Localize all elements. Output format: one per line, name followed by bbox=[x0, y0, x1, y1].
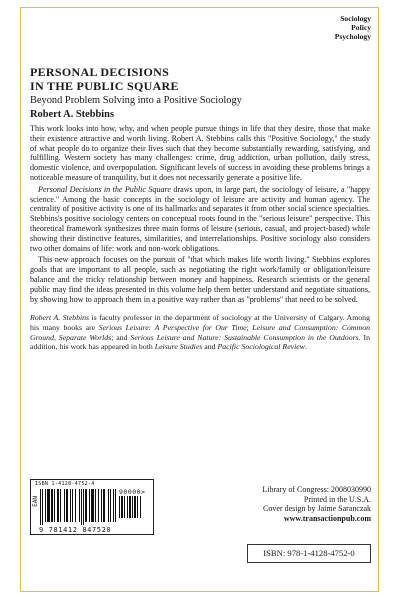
barcode-bar bbox=[85, 489, 87, 522]
cover-design-credit: Cover design by Jaime Saranczak bbox=[263, 504, 371, 514]
barcode-bar bbox=[57, 489, 59, 522]
book-author: Robert A. Stebbins bbox=[30, 109, 115, 120]
bio-text: . In addition, his work has appeared in both bbox=[30, 332, 370, 352]
subject-item: Policy bbox=[351, 23, 371, 33]
bio-text: is faculty professor in the department of sociology at the University of Calgary. Among his many books are bbox=[30, 313, 370, 332]
subject-list bbox=[335, 14, 371, 42]
blurb-text: draws upon, in large part, the sociology of leisure, a "happy science." Among the basic concepts in the sociology of leisure are activity and human agency. The centrality of positive activity is one of its hallmarks and separates it from other social science specialties. Stebbins's positive sociology centers on conceptual roots found in the "serious leisure" perspective. This theoretical framework synthesizes three main forms of leisure (serious, casual, and project-based) while showing their distinctive features, similarities, and interrelationships. Positive sociology also considers two other domains of life: work and non-work obligations. bbox=[30, 184, 371, 253]
subject-item: Psychology bbox=[334, 32, 371, 42]
barcode-bar bbox=[64, 489, 65, 522]
bio-journal: Pacific Sociological Review bbox=[217, 342, 305, 352]
barcode-isbn-label: ISBN 1-4128-4752-4 bbox=[35, 481, 95, 487]
barcode-bar bbox=[108, 489, 109, 522]
barcode-bar bbox=[75, 489, 76, 522]
barcode-bar bbox=[124, 496, 125, 518]
barcode-bar bbox=[140, 496, 141, 518]
barcode-bar bbox=[103, 489, 105, 522]
barcode-bar bbox=[42, 489, 43, 525]
cover-content bbox=[30, 66, 370, 352]
bio-author: Robert A. Stebbins bbox=[30, 313, 90, 323]
printed-in: Printed in the U.S.A. bbox=[303, 494, 371, 504]
bio-book: Serious Leisure and Nature: Sustainable Consumption in the Outdoors bbox=[130, 332, 359, 342]
library-of-congress: Library of Congress: 2008030990 bbox=[262, 485, 371, 494]
bio-journal: Leisure Studies bbox=[154, 342, 203, 352]
barcode-bars bbox=[40, 489, 116, 525]
barcode-bar bbox=[101, 489, 102, 522]
bio-text: . bbox=[304, 342, 307, 352]
barcode-bar bbox=[110, 489, 111, 522]
book-title bbox=[30, 66, 370, 93]
bio-text: and bbox=[202, 342, 218, 352]
title-line: IN THE PUBLIC SQUARE bbox=[30, 78, 179, 93]
bio-book: Serious Leisure: A Perspective for Our Time bbox=[98, 322, 247, 332]
blurb-paragraph bbox=[30, 185, 370, 254]
bio-book: Leisure and Consumption: Common Ground, Separate Worlds bbox=[30, 322, 370, 342]
barcode-bar bbox=[51, 489, 53, 522]
barcode-ean-label: EAN bbox=[32, 496, 39, 507]
barcode-addon-number: 90000> bbox=[119, 488, 146, 496]
barcode-bar bbox=[137, 496, 138, 518]
barcode-bar bbox=[95, 489, 96, 522]
bio-text: ; bbox=[246, 322, 253, 332]
barcode bbox=[30, 479, 154, 535]
barcode-bar bbox=[40, 489, 41, 525]
barcode-bar bbox=[66, 489, 68, 522]
barcode-bar bbox=[119, 496, 120, 518]
barcode-bar bbox=[134, 496, 136, 518]
barcode-bar bbox=[60, 489, 61, 522]
blurb bbox=[30, 124, 370, 304]
barcode-bar bbox=[121, 496, 123, 518]
blurb-paragraph: This new approach focuses on the pursuit of "that which makes life worth living." Stebbins explores goals that are important to all people, such as negotiating the right work/family or obligation/leisure balance and the tricky relationship between money and happiness. Research scientists or the general public may find the ideas presented in this volume help them better understand and negotiate situations, by showing how to approach them in a positive way rather than as "problems" that need to be solved. bbox=[30, 255, 370, 304]
barcode-bar bbox=[72, 489, 73, 522]
subject-item: Sociology bbox=[340, 14, 371, 23]
barcode-bar bbox=[79, 489, 80, 522]
barcode-bar bbox=[47, 489, 50, 522]
publisher-info bbox=[262, 485, 371, 523]
barcode-digits: 9 781412 847520 bbox=[39, 526, 112, 534]
barcode-bar bbox=[115, 489, 116, 522]
barcode-bar bbox=[54, 489, 55, 522]
barcode-bar bbox=[132, 496, 133, 518]
barcode-bar bbox=[83, 489, 84, 525]
barcode-bar bbox=[127, 496, 128, 518]
barcode-bar bbox=[70, 489, 71, 522]
barcode-bar bbox=[91, 489, 94, 522]
barcode-bar bbox=[81, 489, 82, 525]
isbn-box: ISBN: 978-1-4128-4752-0 bbox=[247, 544, 371, 563]
publisher-website: www.transactionpub.com bbox=[283, 513, 371, 523]
blurb-title-italic: Personal Decisions in the Public Square bbox=[38, 184, 171, 194]
bio-text: ; and bbox=[111, 332, 131, 342]
title-line: PERSONAL DECISIONS bbox=[30, 65, 170, 79]
barcode-bar bbox=[129, 496, 131, 518]
barcode-bar bbox=[113, 489, 114, 522]
barcode-bar bbox=[89, 489, 90, 522]
barcode-addon-bars bbox=[119, 496, 147, 524]
book-subtitle: Beyond Problem Solving into a Positive Sociology bbox=[30, 95, 242, 106]
author-bio bbox=[30, 313, 370, 351]
barcode-bar bbox=[98, 489, 99, 522]
blurb-paragraph: This work looks into how, why, and when people pursue things in life that they desire, those that make their existence attractive and worth living. Robert A. Stebbins calls this "Positive Sociology," the study of what people do to organize their lives such that they become substantially rewarding, satisfying, and fulfilling. Western society has many challenges: crime, drug addiction, urban pollution, daily stress, domestic violence, and overpopulation. Significant levels of success in avoiding these problems brings a noticeable measure of tranquility, but it does not necessarily generate a positive life. bbox=[30, 124, 370, 182]
barcode-bar bbox=[45, 489, 46, 522]
